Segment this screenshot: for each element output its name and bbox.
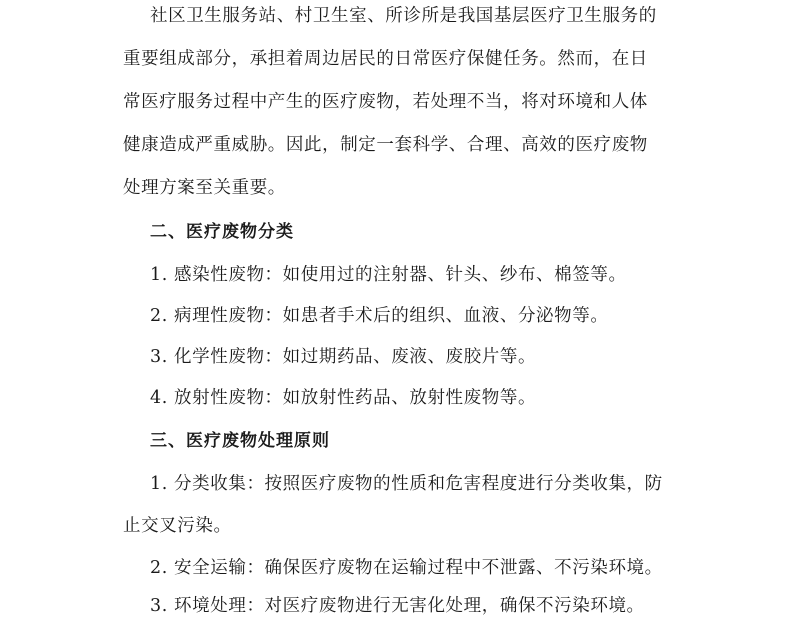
intro-line-3: 常医疗服务过程中产生的医疗废物，若处理不当，将对环境和人体 — [123, 92, 648, 112]
classification-item-4: 4. 放射性废物：如放射性药品、放射性废物等。 — [150, 388, 537, 408]
section-heading-principles: 三、医疗废物处理原则 — [150, 431, 330, 451]
classification-item-1: 1. 感染性废物：如使用过的注射器、针头、纱布、棉签等。 — [150, 265, 627, 285]
principle-item-1: 1. 分类收集：按照医疗废物的性质和危害程度进行分类收集，防 — [150, 474, 663, 494]
principle-item-3: 3. 环境处理：对医疗废物进行无害化处理，确保不污染环境。 — [150, 596, 645, 616]
intro-line-4: 健康造成严重威胁。因此，制定一套科学、合理、高效的医疗废物 — [123, 135, 648, 155]
principle-item-1-cont: 止交叉污染。 — [123, 516, 232, 536]
intro-line-2: 重要组成部分，承担着周边居民的日常医疗保健任务。然而，在日 — [123, 49, 648, 69]
classification-item-3: 3. 化学性废物：如过期药品、废液、废胶片等。 — [150, 347, 537, 367]
intro-line-5: 处理方案至关重要。 — [123, 178, 286, 198]
intro-line-1: 社区卫生服务站、村卫生室、所诊所是我国基层医疗卫生服务的 — [150, 6, 657, 26]
section-heading-classification: 二、医疗废物分类 — [150, 222, 294, 242]
classification-item-2: 2. 病理性废物：如患者手术后的组织、血液、分泌物等。 — [150, 306, 609, 326]
principle-item-2: 2. 安全运输：确保医疗废物在运输过程中不泄露、不污染环境。 — [150, 558, 663, 578]
